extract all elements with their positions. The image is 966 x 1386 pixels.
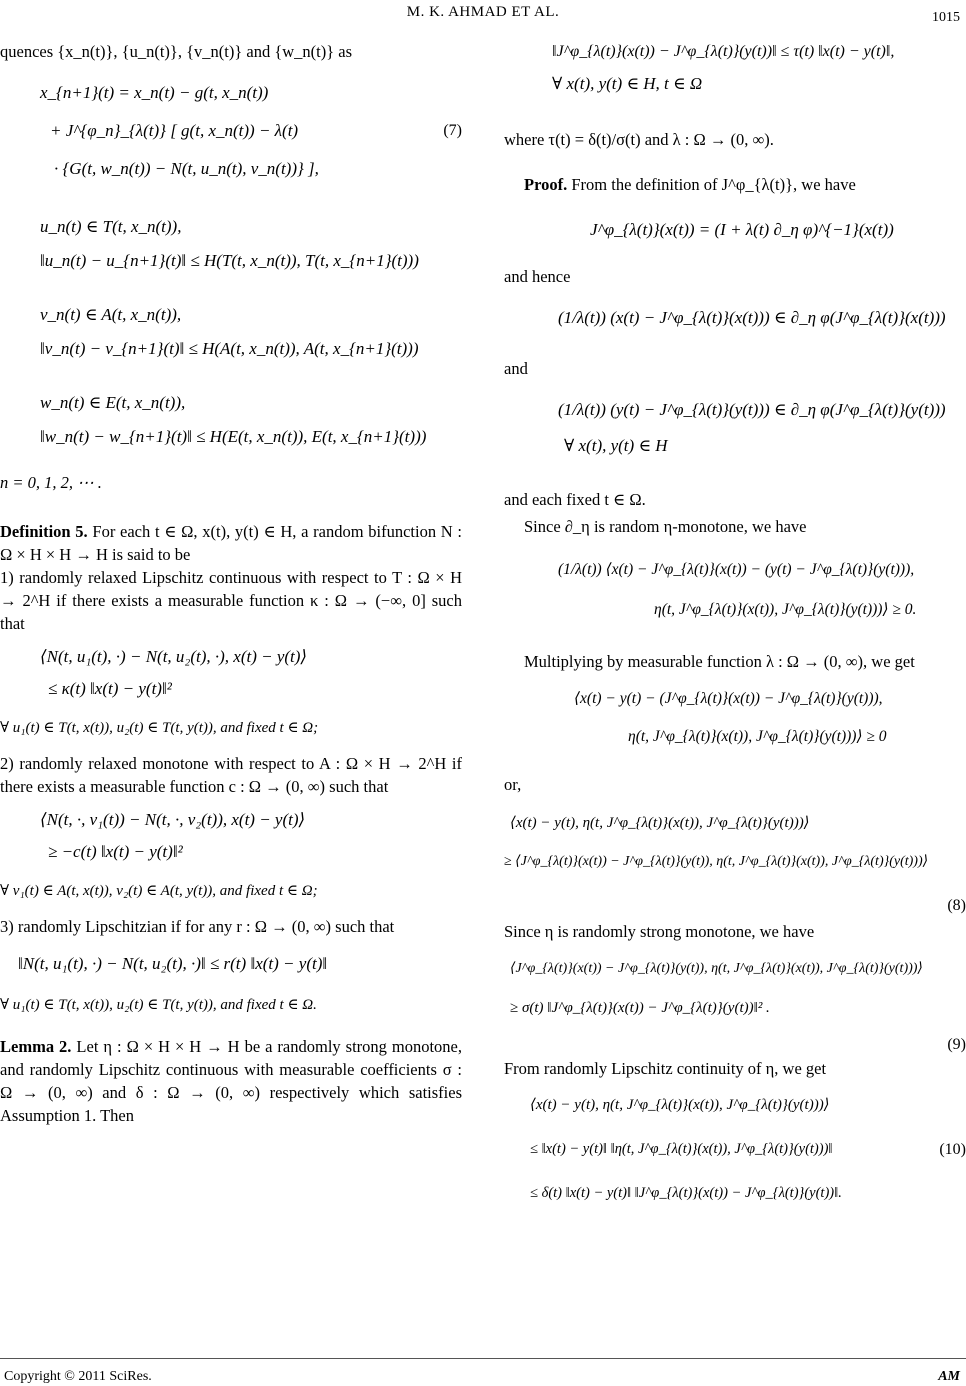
eq10-line-1: ⟨x(t) − y(t), η(t, J^φ_{λ(t)}(x(t)), J^φ_{λ(t)}(y(t)))⟩ — [530, 1097, 830, 1113]
page-number: 1015 — [932, 10, 960, 25]
item-1-forall: ∀ u₁(t) ∈ T(t, x(t)), u₂(t) ∈ T(t, y(t)), and fixed t ∈ Ω; — [0, 720, 319, 736]
lemma-forall-line: ∀ x(t), y(t) ∈ H, t ∈ Ω — [552, 74, 703, 93]
w-sequence-block — [40, 391, 462, 453]
item-3-forall: ∀ u₁(t) ∈ T(t, x(t)), u₂(t) ∈ T(t, y(t)), and fixed t ∈ Ω. — [0, 997, 317, 1013]
eq9-line-2: ≥ σ(t) ‖J^φ_{λ(t)}(x(t)) − J^φ_{λ(t)}(y(t))‖² . — [510, 1000, 770, 1016]
eq8-line-1: ⟨x(t) − y(t), η(t, J^φ_{λ(t)}(x(t)), J^φ_{λ(t)}(y(t)))⟩ — [510, 815, 810, 831]
eq10-line-3: ≤ δ(t) ‖x(t) − y(t)‖ ‖J^φ_{λ(t)}(x(t)) − J^φ_{λ(t)}(y(t))‖. — [530, 1185, 842, 1201]
left-column — [0, 40, 462, 1127]
lemma-2-label: Lemma 2. — [0, 1037, 72, 1056]
eq10-line-2: ≤ ‖x(t) − y(t)‖ ‖η(t, J^φ_{λ(t)}(x(t)), J^φ_{λ(t)}(y(t)))‖ — [530, 1141, 833, 1157]
journal-abbrev: AM — [938, 1369, 960, 1384]
eq9-line-1: ⟨J^φ_{λ(t)}(x(t)) − J^φ_{λ(t)}(y(t)), η(t, J^φ_{λ(t)}(x(t)), J^φ_{λ(t)}(y(t)))⟩ — [510, 961, 923, 976]
lipschitz-text: From randomly Lipschitz continuity of η, we get — [504, 1059, 827, 1078]
since-random-monotone: Since ∂_η is random η-monotone, we have — [524, 517, 807, 536]
or-text: or, — [504, 775, 522, 794]
definition-5-label: Definition 5. — [0, 522, 88, 541]
resolvent-line: J^φ_{λ(t)}(x(t)) = (I + λ(t) ∂_η φ)^{−1}(x(t)) — [590, 220, 894, 239]
item-3-equation — [18, 952, 462, 980]
u-line-1: u_n(t) ∈ T(t, x_n(t)), — [40, 217, 182, 236]
v-line-2: ‖v_n(t) − v_{n+1}(t)‖ ≤ H(A(t, x_n(t)), A(t, x_{n+1}(t))) — [40, 339, 419, 358]
item-2-text: 2) randomly relaxed monotone with respect to A : Ω × H → 2^H if there exists a measurable function c : Ω → (0, ∞) such that — [0, 754, 462, 796]
multiplying-text: Multiplying by measurable function λ : Ω → (0, ∞), we get — [524, 652, 915, 671]
eq7-line-2: + J^{φ_n}_{λ(t)} [ g(t, x_n(t)) − λ(t) — [50, 121, 299, 140]
running-title: M. K. AHMAD ET AL. — [406, 4, 560, 20]
right-column — [504, 40, 966, 1224]
resolvent-equation — [590, 218, 966, 241]
eq8-line-2: ≥ ⟨J^φ_{λ(t)}(x(t)) − J^φ_{λ(t)}(y(t)), η(t, J^φ_{λ(t)}(x(t)), J^φ_{λ(t)}(y(t)))⟩ — [504, 854, 929, 869]
equation-10 — [530, 1094, 966, 1224]
proof-paragraph — [504, 173, 966, 196]
lemma-eq-line: ‖J^φ_{λ(t)}(x(t)) − J^φ_{λ(t)}(y(t))‖ ≤ τ(t) ‖x(t) − y(t)‖, — [552, 43, 895, 60]
multiplied-inequality — [574, 687, 966, 751]
inclusion-2 — [558, 398, 966, 458]
copyright-notice: Copyright © 2011 SciRes. — [4, 1369, 152, 1384]
monotone-line-2: η(t, J^φ_{λ(t)}(x(t)), J^φ_{λ(t)}(y(t)))⟩ ≥ 0. — [654, 601, 917, 618]
item-1-text: 1) randomly relaxed Lipschitz continuous with respect to T : Ω × H → 2^H if there exists a measurable function κ : Ω → (−∞, 0] such that — [0, 568, 462, 633]
proof-text: From the definition of J^φ_{λ(t)}, we have — [571, 175, 856, 194]
eq7-number: (7) — [443, 122, 462, 139]
item-1-eq-line-1: ⟨N(t, u₁(t), ·) − N(t, u₂(t), ·), x(t) − y(t)⟩ — [40, 647, 308, 666]
v-sequence-block — [40, 303, 462, 365]
monotone-line-1: (1/λ(t)) ⟨x(t) − J^φ_{λ(t)}(x(t)) − (y(t) − J^φ_{λ(t)}(y(t))), — [558, 561, 915, 578]
u-line-2: ‖u_n(t) − u_{n+1}(t)‖ ≤ H(T(t, x_n(t)), T(t, x_{n+1}(t))) — [40, 251, 419, 270]
equation-7 — [40, 81, 462, 191]
equation-8 — [504, 808, 966, 920]
item-3-text: 3) randomly Lipschitzian if for any r : Ω → (0, ∞) such that — [0, 917, 395, 936]
page-header — [0, 4, 966, 26]
lemma-inequality — [552, 40, 966, 94]
multiplied-line-2: η(t, J^φ_{λ(t)}(x(t)), J^φ_{λ(t)}(y(t)))⟩ ≥ 0 — [628, 728, 887, 745]
item-3-eq-line: ‖N(t, u₁(t), ·) − N(t, u₂(t), ·)‖ ≤ r(t) ‖x(t) − y(t)‖ — [18, 954, 328, 973]
eq7-line-3: · {G(t, w_n(t)) − N(t, u_n(t), v_n(t))} ], — [54, 159, 319, 178]
inclusion-1-line: (1/λ(t)) (x(t) − J^φ_{λ(t)}(x(t))) ∈ ∂_η φ(J^φ_{λ(t)}(x(t))) — [558, 308, 946, 327]
and-hence-text: and hence — [504, 267, 571, 286]
w-line-2: ‖w_n(t) − w_{n+1}(t)‖ ≤ H(E(t, x_n(t)), E(t, x_{n+1}(t))) — [40, 427, 427, 446]
item-2-eq-line-2: ≥ −c(t) ‖x(t) − y(t)‖² — [48, 842, 183, 861]
page-footer — [0, 1358, 966, 1384]
each-fixed-text: and each fixed t ∈ Ω. — [504, 490, 646, 509]
u-sequence-block — [40, 215, 462, 277]
definition-5-text: For each t ∈ Ω, x(t), y(t) ∈ H, a random bifunction N : Ω × H × H → H is said to be — [0, 522, 462, 564]
definition-5 — [0, 520, 462, 566]
item-2-eq-line-1: ⟨N(t, ·, v₁(t)) − N(t, ·, v₂(t)), x(t) − y(t)⟩ — [40, 810, 306, 829]
proof-label: Proof. — [524, 175, 568, 194]
since-strong-monotone: Since η is randomly strong monotone, we have — [504, 922, 815, 941]
eq8-number: (8) — [947, 897, 966, 914]
monotone-inequality — [558, 558, 966, 622]
inclusion-2-forall: ∀ x(t), y(t) ∈ H — [564, 436, 668, 455]
intro-line: quences {x_n(t)}, {u_n(t)}, {v_n(t)} and {w_n(t)} as — [0, 42, 353, 61]
item-1-eq-line-2: ≤ κ(t) ‖x(t) − y(t)‖² — [48, 679, 172, 698]
lemma-2-text: Let η : Ω × H × H → H be a randomly strong monotone, and randomly Lipschitz continuous with measurable coefficients σ : Ω → (0, ∞) and δ : Ω → (0, ∞) respectively which satisfies Assumption 1. Then — [0, 1037, 462, 1125]
and-text: and — [504, 359, 528, 378]
lemma-2 — [0, 1035, 462, 1127]
multiplied-line-1: ⟨x(t) − y(t) − (J^φ_{λ(t)}(x(t)) − J^φ_{λ(t)}(y(t))), — [574, 690, 883, 707]
inclusion-2-line: (1/λ(t)) (y(t) − J^φ_{λ(t)}(y(t))) ∈ ∂_η φ(J^φ_{λ(t)}(y(t))) — [558, 400, 946, 419]
equation-9 — [510, 957, 966, 1057]
item-2-forall: ∀ v₁(t) ∈ A(t, x(t)), v₂(t) ∈ A(t, y(t)), and fixed t ∈ Ω; — [0, 883, 318, 899]
item-2-equation — [40, 808, 462, 866]
eq9-number: (9) — [947, 1036, 966, 1053]
eq10-number: (10) — [939, 1141, 966, 1158]
where-line: where τ(t) = δ(t)/σ(t) and λ : Ω → (0, ∞). — [504, 130, 774, 149]
item-1-equation — [40, 645, 462, 703]
n-index-line: n = 0, 1, 2, ⋯ . — [0, 473, 102, 492]
eq7-line-1: x_{n+1}(t) = x_n(t) − g(t, x_n(t)) — [40, 83, 269, 102]
v-line-1: v_n(t) ∈ A(t, x_n(t)), — [40, 305, 182, 324]
inclusion-1 — [558, 306, 966, 329]
w-line-1: w_n(t) ∈ E(t, x_n(t)), — [40, 393, 186, 412]
